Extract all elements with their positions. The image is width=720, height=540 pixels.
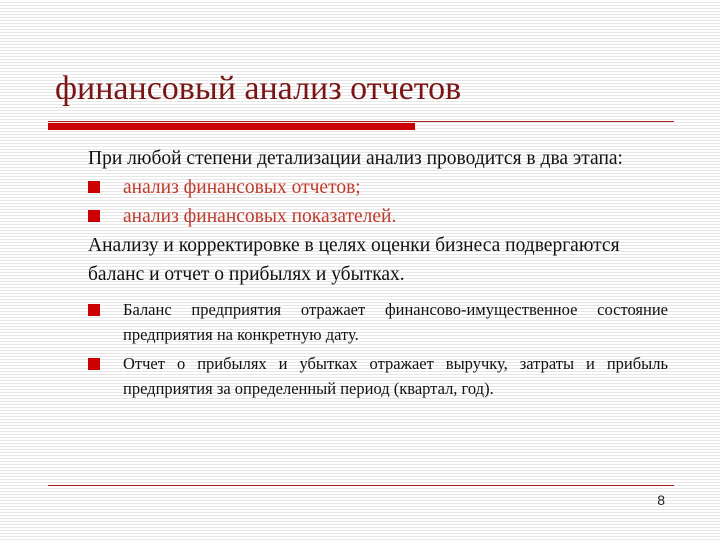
detail-list xyxy=(88,297,668,401)
detail-item-text: Баланс предприятия отражает финансово-имущественное состояние предприятия на конкретную дату. xyxy=(123,300,668,344)
title-underline-thick xyxy=(48,123,415,130)
square-bullet-icon xyxy=(88,358,100,370)
detail-item-text: Отчет о прибылях и убытках отражает выручку, затраты и прибыль предприятия за определенный период (квартал, год). xyxy=(123,354,668,398)
title-underline-thin xyxy=(48,121,674,122)
page-number: 8 xyxy=(657,492,665,508)
square-bullet-icon xyxy=(88,181,100,193)
paragraph-text: Анализу и корректировке в целях оценки бизнеса подвергаются баланс и отчет о прибылях и убытках. xyxy=(88,235,620,285)
detail-item xyxy=(88,351,668,401)
stage-item-text: анализ финансовых показателей. xyxy=(123,206,397,227)
slide-body xyxy=(88,144,668,405)
stage-item xyxy=(88,202,668,231)
square-bullet-icon xyxy=(88,210,100,222)
detail-item xyxy=(88,297,668,347)
footer-rule xyxy=(48,485,674,486)
stage-item xyxy=(88,173,668,202)
stage-item-text: анализ финансовых отчетов; xyxy=(123,177,361,198)
slide-title: финансовый анализ отчетов xyxy=(55,70,462,107)
intro-text: При любой степени детализации анализ проводится в два этапа: xyxy=(88,148,623,169)
square-bullet-icon xyxy=(88,304,100,316)
